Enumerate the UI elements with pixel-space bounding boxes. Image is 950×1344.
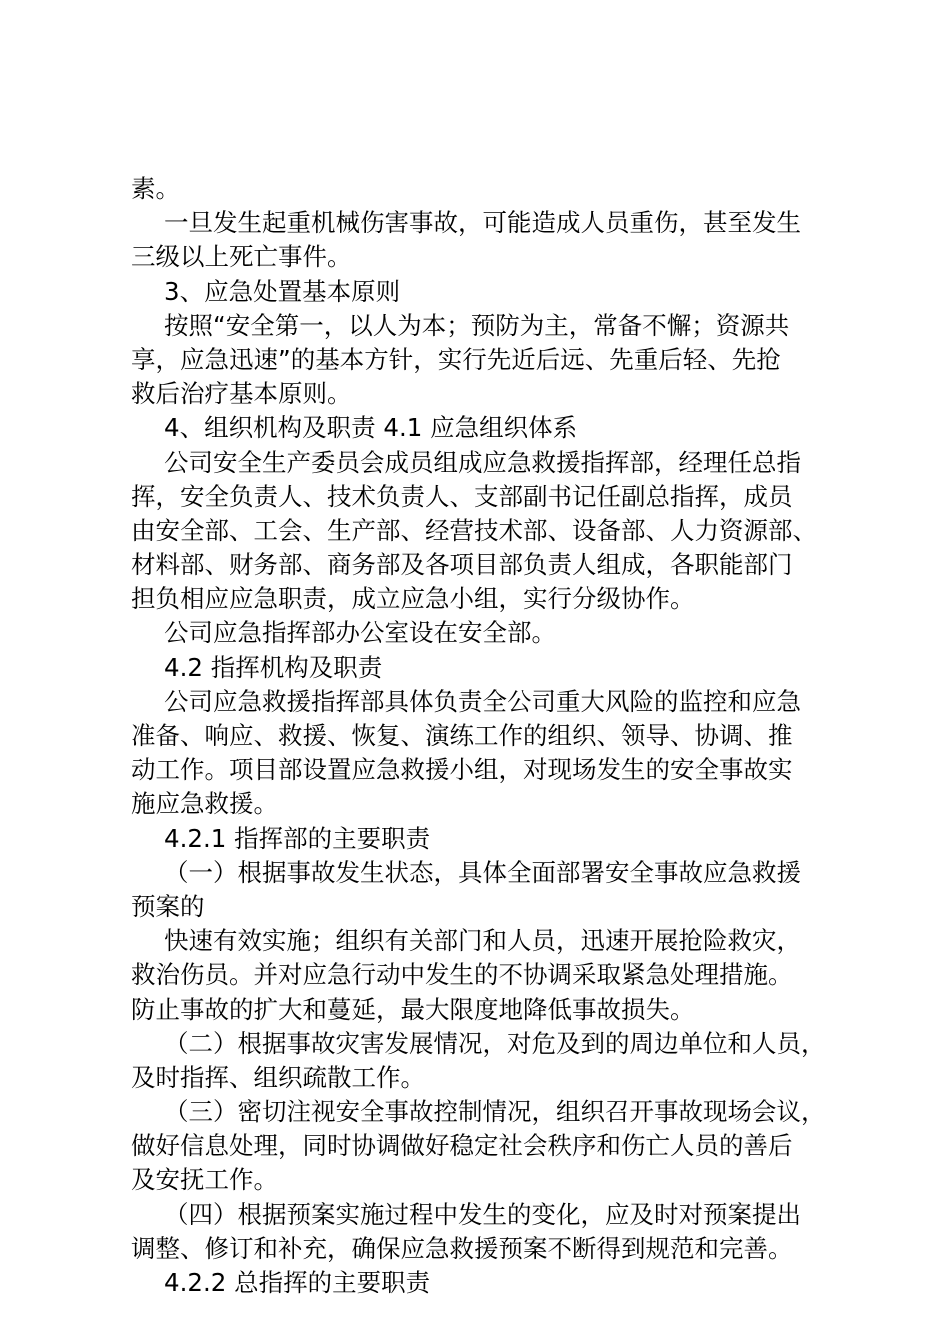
text-line: 预案的	[131, 891, 205, 921]
text-line: 素。	[131, 174, 180, 203]
text-line: 4、组织机构及职责 4.1 应急组织体系	[164, 413, 578, 443]
text-line: 公司应急指挥部办公室设在安全部。	[164, 618, 556, 648]
text-line: 挥，安全负责人、技术负责人、支部副书记任副总指挥，成员	[131, 481, 793, 511]
text-line: 救治伤员。并对应急行动中发生的不协调采取紧急处理措施。	[131, 960, 793, 990]
text-line: 由安全部、工会、生产部、经营技术部、设备部、人力资源部、	[131, 515, 817, 545]
text-line: （二）根据事故灾害发展情况，对危及到的周边单位和人员，	[164, 1028, 826, 1058]
text-line: 防止事故的扩大和蔓延，最大限度地降低事故损失。	[131, 994, 695, 1024]
text-line: 做好信息处理，同时协调做好稳定社会秩序和伤亡人员的善后	[131, 1131, 793, 1161]
text-line: 4.2.2 总指挥的主要职责	[164, 1268, 431, 1297]
text-line: 救后治疗基本原则。	[131, 379, 352, 409]
text-line: 一旦发生起重机械伤害事故，可能造成人员重伤，甚至发生	[164, 208, 801, 238]
text-line: 担负相应应急职责，成立应急小组，实行分级协作。	[131, 584, 695, 614]
text-line: 准备、响应、救援、恢复、演练工作的组织、领导、协调、推	[131, 721, 793, 750]
text-line: 施应急救援。	[131, 789, 278, 819]
text-line: （一）根据事故发生状态，具体全面部署安全事故应急救援	[164, 857, 801, 887]
text-line: 公司应急救援指挥部具体负责全公司重大风险的监控和应急	[164, 686, 801, 716]
text-line: 4.2.1 指挥部的主要职责	[164, 823, 431, 853]
text-line: 动工作。项目部设置应急救援小组，对现场发生的安全事故实	[131, 755, 793, 785]
text-line: （四）根据预案实施过程中发生的变化，应及时对预案提出	[164, 1199, 801, 1229]
text-line: 按照“安全第一，以人为本；预防为主，常备不懈；资源共	[164, 310, 790, 340]
text-line: 3、应急处置基本原则	[164, 276, 401, 306]
document-body	[131, 172, 861, 1300]
text-line: 享，应急迅速”的基本方针，实行先近后远、先重后轻、先抢	[131, 344, 781, 374]
text-line: 公司安全生产委员会成员组成应急救援指挥部，经理任总指	[164, 447, 801, 477]
text-line: （三）密切注视安全事故控制情况，组织召开事故现场会议，	[164, 1097, 826, 1127]
text-line: 4.2 指挥机构及职责	[164, 652, 383, 682]
text-line: 及安抚工作。	[131, 1165, 278, 1195]
text-line: 及时指挥、组织疏散工作。	[131, 1062, 425, 1092]
text-line: 材料部、财务部、商务部及各项目部负责人组成，各职能部门	[131, 550, 793, 580]
text-line: 调整、修订和补充，确保应急救援预案不断得到规范和完善。	[131, 1233, 793, 1263]
text-line: 三级以上死亡事件。	[131, 242, 352, 272]
text-line: 快速有效实施；组织有关部门和人员，迅速开展抢险救灾，	[164, 926, 801, 956]
